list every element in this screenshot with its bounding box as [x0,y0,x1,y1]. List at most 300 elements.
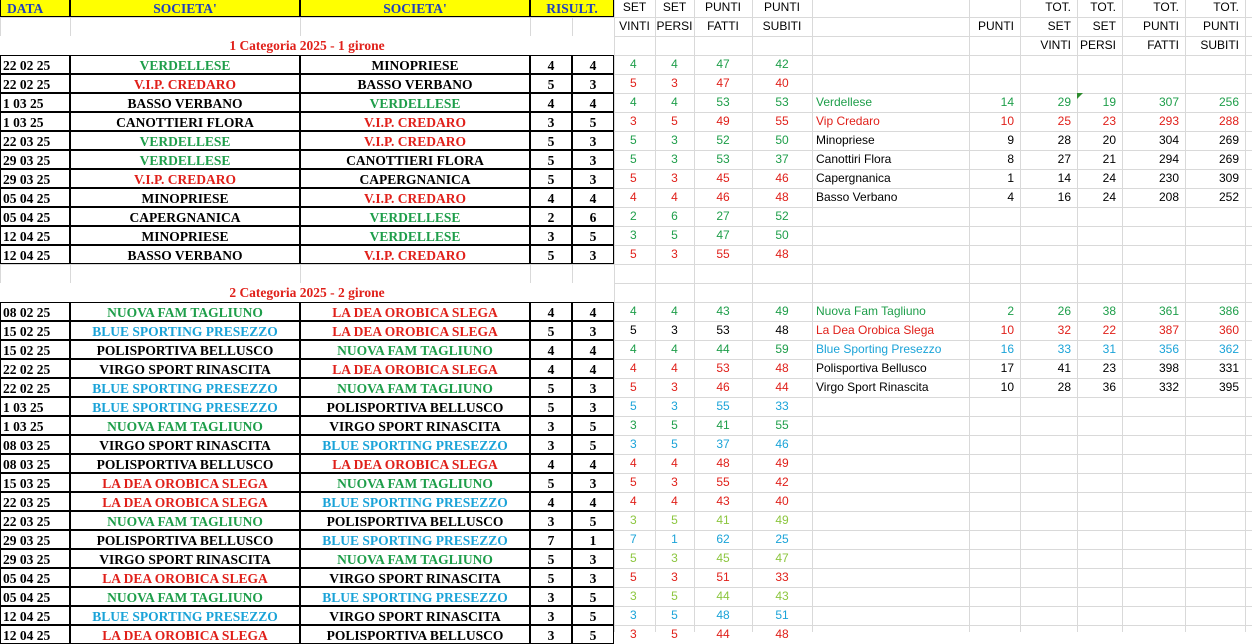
header-tot-set-vinti-line-1[interactable]: TOT. [1045,0,1071,14]
match-team-home[interactable]: BLUE SPORTING PRESEZZO [70,397,300,416]
header-tot-set-vinti-line-2[interactable]: SET [1047,19,1071,33]
standing-set-persi[interactable]: 20 [1102,133,1116,147]
match-team-home[interactable]: VIRGO SPORT RINASCITA [70,549,300,568]
match-result-home[interactable]: 4 [530,93,572,112]
match-set-vinti[interactable]: 7 [630,532,637,546]
match-team-away[interactable]: LA DEA OROBICA SLEGA [300,359,530,378]
match-result-home[interactable]: 3 [530,226,572,245]
match-result-home[interactable]: 3 [530,511,572,530]
standing-punti-subiti[interactable]: 269 [1218,133,1239,147]
match-team-home[interactable]: LA DEA OROBICA SLEGA [70,568,300,587]
match-set-vinti[interactable]: 3 [630,608,637,622]
match-date[interactable]: 05 04 25 [0,568,70,587]
match-date[interactable]: 22 02 25 [0,378,70,397]
match-set-persi[interactable]: 5 [671,589,678,603]
match-set-vinti[interactable]: 5 [630,152,637,166]
match-result-home[interactable]: 4 [530,340,572,359]
match-team-home[interactable]: POLISPORTIVA BELLUSCO [70,530,300,549]
match-punti-fatti[interactable]: 52 [716,133,730,147]
match-punti-fatti[interactable]: 49 [716,114,730,128]
match-set-vinti[interactable]: 5 [630,323,637,337]
standing-team-name[interactable]: Basso Verbano [816,190,898,204]
match-punti-subiti[interactable]: 50 [775,133,789,147]
standing-set-vinti[interactable]: 29 [1057,95,1071,109]
standing-punti-fatti[interactable]: 230 [1158,171,1179,185]
match-set-persi[interactable]: 4 [671,494,678,508]
match-set-persi[interactable]: 4 [671,361,678,375]
standing-team-name[interactable]: Polisportiva Bellusco [816,361,927,375]
header-punti-fatti-line-2[interactable]: FATTI [707,19,739,33]
match-result-home[interactable]: 4 [530,302,572,321]
header-tot-punti-fatti-line-1[interactable]: TOT. [1153,0,1179,14]
match-punti-subiti[interactable]: 59 [775,342,789,356]
match-team-home[interactable]: CAPERGNANICA [70,207,300,226]
match-result-away[interactable]: 5 [572,416,614,435]
match-date[interactable]: 22 02 25 [0,55,70,74]
match-punti-fatti[interactable]: 44 [716,342,730,356]
match-result-home[interactable]: 3 [530,435,572,454]
match-result-away[interactable]: 4 [572,454,614,473]
match-set-persi[interactable]: 3 [671,171,678,185]
match-punti-fatti[interactable]: 53 [716,361,730,375]
match-set-persi[interactable]: 3 [671,152,678,166]
match-result-away[interactable]: 4 [572,188,614,207]
match-result-away[interactable]: 3 [572,131,614,150]
header-tot-punti-subiti-line-2[interactable]: PUNTI [1203,19,1239,33]
match-punti-fatti[interactable]: 51 [716,570,730,584]
standing-punti-subiti[interactable]: 252 [1218,190,1239,204]
match-result-away[interactable]: 3 [572,150,614,169]
standing-punti[interactable]: 2 [1007,304,1014,318]
match-punti-fatti[interactable]: 55 [716,399,730,413]
header-set-persi-line-2[interactable]: PERSI [656,19,693,33]
match-team-away[interactable]: V.I.P. CREDARO [300,131,530,150]
standing-punti[interactable]: 16 [1000,342,1014,356]
standing-set-vinti[interactable]: 26 [1057,304,1071,318]
match-punti-subiti[interactable]: 43 [775,589,789,603]
match-team-home[interactable]: NUOVA FAM TAGLIUNO [70,587,300,606]
standing-punti-fatti[interactable]: 293 [1158,114,1179,128]
match-set-vinti[interactable]: 3 [630,418,637,432]
header-punti-subiti-line-1[interactable]: PUNTI [764,0,800,14]
standing-team-name[interactable]: Virgo Sport Rinascita [816,380,929,394]
match-punti-fatti[interactable]: 47 [716,57,730,71]
match-date[interactable]: 05 04 25 [0,207,70,226]
standing-punti-subiti[interactable]: 395 [1218,380,1239,394]
match-result-home[interactable]: 5 [530,568,572,587]
match-team-home[interactable]: CANOTTIERI FLORA [70,112,300,131]
match-set-vinti[interactable]: 5 [630,551,637,565]
match-punti-fatti[interactable]: 55 [716,475,730,489]
match-team-away[interactable]: BLUE SPORTING PRESEZZO [300,435,530,454]
header-set-vinti-line-1[interactable]: SET [622,0,647,14]
match-set-persi[interactable]: 3 [671,133,678,147]
match-punti-subiti[interactable]: 48 [775,247,789,261]
match-punti-fatti[interactable]: 43 [716,494,730,508]
match-set-persi[interactable]: 3 [671,76,678,90]
match-date[interactable]: 29 03 25 [0,150,70,169]
match-punti-subiti[interactable]: 51 [775,608,789,622]
standing-set-persi[interactable]: 19 [1102,95,1116,109]
match-result-home[interactable]: 5 [530,378,572,397]
standing-punti[interactable]: 10 [1000,114,1014,128]
match-team-home[interactable]: LA DEA OROBICA SLEGA [70,625,300,644]
match-team-away[interactable]: BLUE SPORTING PRESEZZO [300,530,530,549]
match-result-away[interactable]: 4 [572,55,614,74]
match-set-vinti[interactable]: 4 [630,304,637,318]
standing-set-persi[interactable]: 22 [1102,323,1116,337]
match-punti-subiti[interactable]: 40 [775,494,789,508]
match-punti-fatti[interactable]: 53 [716,323,730,337]
match-punti-fatti[interactable]: 44 [716,627,730,641]
match-team-away[interactable]: V.I.P. CREDARO [300,245,530,264]
match-punti-subiti[interactable]: 48 [775,190,789,204]
match-result-away[interactable]: 4 [572,93,614,112]
match-date[interactable]: 1 03 25 [0,93,70,112]
match-punti-subiti[interactable]: 40 [775,76,789,90]
match-set-persi[interactable]: 1 [671,532,678,546]
match-date[interactable]: 12 04 25 [0,226,70,245]
standing-punti[interactable]: 4 [1007,190,1014,204]
standing-set-vinti[interactable]: 28 [1057,133,1071,147]
match-team-home[interactable]: NUOVA FAM TAGLIUNO [70,416,300,435]
match-set-persi[interactable]: 6 [671,209,678,223]
standing-set-persi[interactable]: 23 [1102,361,1116,375]
match-set-vinti[interactable]: 5 [630,247,637,261]
match-team-away[interactable]: POLISPORTIVA BELLUSCO [300,397,530,416]
match-date[interactable]: 12 04 25 [0,245,70,264]
match-result-home[interactable]: 4 [530,454,572,473]
standing-set-persi[interactable]: 23 [1102,114,1116,128]
match-set-persi[interactable]: 3 [671,475,678,489]
match-result-away[interactable]: 3 [572,473,614,492]
standing-team-name[interactable]: Blue Sporting Presezzo [816,342,942,356]
match-result-away[interactable]: 4 [572,359,614,378]
match-date[interactable]: 29 03 25 [0,169,70,188]
header-set-persi-line-1[interactable]: SET [662,0,687,14]
standing-set-vinti[interactable]: 14 [1057,171,1071,185]
match-date[interactable]: 1 03 25 [0,112,70,131]
match-punti-fatti[interactable]: 44 [716,589,730,603]
match-set-vinti[interactable]: 3 [630,513,637,527]
standing-punti-fatti[interactable]: 387 [1158,323,1179,337]
match-team-away[interactable]: BLUE SPORTING PRESEZZO [300,587,530,606]
match-team-home[interactable]: VERDELLESE [70,150,300,169]
match-punti-fatti[interactable]: 41 [716,418,730,432]
standing-set-persi[interactable]: 31 [1102,342,1116,356]
match-team-away[interactable]: MINOPRIESE [300,55,530,74]
match-result-away[interactable]: 3 [572,74,614,93]
match-set-vinti[interactable]: 3 [630,589,637,603]
match-result-home[interactable]: 3 [530,416,572,435]
match-result-home[interactable]: 5 [530,150,572,169]
match-date[interactable]: 12 04 25 [0,625,70,644]
match-punti-subiti[interactable]: 46 [775,171,789,185]
match-team-away[interactable]: POLISPORTIVA BELLUSCO [300,625,530,644]
match-date[interactable]: 15 02 25 [0,340,70,359]
category-title[interactable]: 1 Categoria 2025 - 1 girone [0,36,614,55]
match-team-away[interactable]: VIRGO SPORT RINASCITA [300,606,530,625]
match-team-away[interactable]: LA DEA OROBICA SLEGA [300,321,530,340]
match-punti-subiti[interactable]: 53 [775,95,789,109]
match-team-away[interactable]: BLUE SPORTING PRESEZZO [300,492,530,511]
match-set-vinti[interactable]: 5 [630,475,637,489]
match-punti-subiti[interactable]: 37 [775,152,789,166]
standing-punti[interactable]: 10 [1000,380,1014,394]
header-societa-2[interactable]: SOCIETA' [300,0,530,17]
standing-punti-fatti[interactable]: 294 [1158,152,1179,166]
match-result-away[interactable]: 5 [572,606,614,625]
header-tot-set-persi-line-2[interactable]: SET [1092,19,1116,33]
header-tot-punti-fatti-line-3[interactable]: FATTI [1147,38,1179,52]
match-set-persi[interactable]: 5 [671,228,678,242]
match-team-home[interactable]: BLUE SPORTING PRESEZZO [70,321,300,340]
header-set-vinti-line-2[interactable]: VINTI [619,19,650,33]
match-team-away[interactable]: VERDELLESE [300,207,530,226]
match-punti-subiti[interactable]: 48 [775,627,789,641]
standing-set-vinti[interactable]: 41 [1057,361,1071,375]
header-punti-subiti-line-2[interactable]: SUBITI [762,19,802,33]
header-tot-set-vinti-line-3[interactable]: VINTI [1040,38,1071,52]
standing-team-name[interactable]: La Dea Orobica Slega [816,323,935,337]
standing-team-name[interactable]: Canottiri Flora [816,152,892,166]
match-result-home[interactable]: 2 [530,207,572,226]
match-result-home[interactable]: 5 [530,397,572,416]
match-set-persi[interactable]: 4 [671,304,678,318]
match-result-away[interactable]: 3 [572,568,614,587]
match-team-away[interactable]: V.I.P. CREDARO [300,112,530,131]
standing-set-persi[interactable]: 38 [1102,304,1116,318]
match-team-away[interactable]: VIRGO SPORT RINASCITA [300,568,530,587]
match-team-away[interactable]: BASSO VERBANO [300,74,530,93]
header-data[interactable]: DATA [0,0,70,17]
match-result-home[interactable]: 5 [530,169,572,188]
header-risult[interactable]: RISULT. [530,0,614,17]
match-result-home[interactable]: 5 [530,131,572,150]
standing-punti-fatti[interactable]: 332 [1158,380,1179,394]
match-team-home[interactable]: NUOVA FAM TAGLIUNO [70,302,300,321]
standing-punti[interactable]: 10 [1000,323,1014,337]
match-punti-subiti[interactable]: 55 [775,114,789,128]
match-punti-subiti[interactable]: 42 [775,57,789,71]
match-team-home[interactable]: BLUE SPORTING PRESEZZO [70,378,300,397]
match-set-persi[interactable]: 5 [671,114,678,128]
match-team-away[interactable]: NUOVA FAM TAGLIUNO [300,549,530,568]
match-team-home[interactable]: V.I.P. CREDARO [70,74,300,93]
match-result-away[interactable]: 3 [572,549,614,568]
match-set-vinti[interactable]: 4 [630,95,637,109]
match-date[interactable]: 1 03 25 [0,397,70,416]
comment-indicator-icon[interactable] [1077,93,1083,99]
match-set-vinti[interactable]: 4 [630,342,637,356]
match-punti-fatti[interactable]: 27 [716,209,730,223]
match-date[interactable]: 08 03 25 [0,454,70,473]
match-result-away[interactable]: 1 [572,530,614,549]
standing-punti-subiti[interactable]: 288 [1218,114,1239,128]
standing-set-persi[interactable]: 24 [1102,190,1116,204]
match-punti-fatti[interactable]: 46 [716,380,730,394]
match-set-vinti[interactable]: 4 [630,456,637,470]
match-punti-fatti[interactable]: 47 [716,76,730,90]
match-result-away[interactable]: 3 [572,245,614,264]
standing-punti-subiti[interactable]: 331 [1218,361,1239,375]
match-result-home[interactable]: 5 [530,74,572,93]
match-result-home[interactable]: 5 [530,245,572,264]
match-team-away[interactable]: LA DEA OROBICA SLEGA [300,302,530,321]
match-team-home[interactable]: POLISPORTIVA BELLUSCO [70,454,300,473]
header-punti-fatti-line-1[interactable]: PUNTI [705,0,741,14]
match-team-away[interactable]: NUOVA FAM TAGLIUNO [300,473,530,492]
match-punti-subiti[interactable]: 49 [775,456,789,470]
standing-punti-fatti[interactable]: 304 [1158,133,1179,147]
match-team-away[interactable]: VERDELLESE [300,226,530,245]
match-set-vinti[interactable]: 2 [630,209,637,223]
standing-punti[interactable]: 8 [1007,152,1014,166]
match-team-away[interactable]: CANOTTIERI FLORA [300,150,530,169]
match-team-home[interactable]: LA DEA OROBICA SLEGA [70,492,300,511]
match-set-persi[interactable]: 5 [671,418,678,432]
standing-team-name[interactable]: Minopriese [816,133,875,147]
standing-punti[interactable]: 17 [1000,361,1014,375]
match-punti-subiti[interactable]: 33 [775,399,789,413]
standing-punti-subiti[interactable]: 256 [1218,95,1239,109]
standing-team-name[interactable]: Nuova Fam Tagliuno [816,304,926,318]
header-tot-set-persi-line-3[interactable]: PERSI [1079,38,1116,52]
match-set-vinti[interactable]: 3 [630,228,637,242]
standing-punti[interactable]: 9 [1007,133,1014,147]
match-set-persi[interactable]: 3 [671,247,678,261]
match-result-home[interactable]: 7 [530,530,572,549]
match-result-away[interactable]: 4 [572,340,614,359]
match-punti-subiti[interactable]: 47 [775,551,789,565]
match-date[interactable]: 12 04 25 [0,606,70,625]
header-societa-1[interactable]: SOCIETA' [70,0,300,17]
standing-set-vinti[interactable]: 25 [1057,114,1071,128]
standing-team-name[interactable]: Vip Credaro [816,114,880,128]
match-set-vinti[interactable]: 5 [630,570,637,584]
match-set-persi[interactable]: 4 [671,95,678,109]
match-team-home[interactable]: BASSO VERBANO [70,245,300,264]
match-punti-subiti[interactable]: 42 [775,475,789,489]
category-title[interactable]: 2 Categoria 2025 - 2 girone [0,283,614,302]
match-team-home[interactable]: LA DEA OROBICA SLEGA [70,473,300,492]
match-punti-fatti[interactable]: 47 [716,228,730,242]
match-set-vinti[interactable]: 3 [630,114,637,128]
match-punti-subiti[interactable]: 48 [775,323,789,337]
match-date[interactable]: 1 03 25 [0,416,70,435]
match-set-vinti[interactable]: 4 [630,57,637,71]
match-result-home[interactable]: 5 [530,549,572,568]
standing-punti-subiti[interactable]: 269 [1218,152,1239,166]
match-set-vinti[interactable]: 5 [630,399,637,413]
match-set-persi[interactable]: 4 [671,456,678,470]
match-team-away[interactable]: NUOVA FAM TAGLIUNO [300,378,530,397]
standing-set-vinti[interactable]: 32 [1057,323,1071,337]
match-team-away[interactable]: NUOVA FAM TAGLIUNO [300,340,530,359]
match-team-home[interactable]: MINOPRIESE [70,226,300,245]
match-punti-fatti[interactable]: 41 [716,513,730,527]
match-punti-fatti[interactable]: 55 [716,247,730,261]
match-result-home[interactable]: 5 [530,321,572,340]
match-team-home[interactable]: V.I.P. CREDARO [70,169,300,188]
match-team-away[interactable]: LA DEA OROBICA SLEGA [300,454,530,473]
match-result-home[interactable]: 3 [530,112,572,131]
standing-punti-fatti[interactable]: 208 [1158,190,1179,204]
match-team-away[interactable]: V.I.P. CREDARO [300,188,530,207]
match-date[interactable]: 22 02 25 [0,74,70,93]
match-set-persi[interactable]: 4 [671,342,678,356]
match-team-away[interactable]: POLISPORTIVA BELLUSCO [300,511,530,530]
match-punti-subiti[interactable]: 52 [775,209,789,223]
match-team-home[interactable]: VERDELLESE [70,55,300,74]
standing-set-persi[interactable]: 24 [1102,171,1116,185]
match-result-home[interactable]: 4 [530,492,572,511]
standing-punti-fatti[interactable]: 307 [1158,95,1179,109]
match-punti-fatti[interactable]: 46 [716,190,730,204]
standing-team-name[interactable]: Capergnanica [816,171,891,185]
header-tot-punti-fatti-line-2[interactable]: PUNTI [1143,19,1179,33]
match-result-home[interactable]: 4 [530,359,572,378]
match-team-away[interactable]: VERDELLESE [300,93,530,112]
match-result-away[interactable]: 4 [572,302,614,321]
standing-set-persi[interactable]: 21 [1102,152,1116,166]
match-punti-fatti[interactable]: 62 [716,532,730,546]
match-set-persi[interactable]: 5 [671,608,678,622]
match-result-home[interactable]: 4 [530,188,572,207]
match-result-away[interactable]: 5 [572,511,614,530]
match-punti-subiti[interactable]: 55 [775,418,789,432]
match-punti-fatti[interactable]: 53 [716,95,730,109]
match-team-home[interactable]: MINOPRIESE [70,188,300,207]
match-set-vinti[interactable]: 5 [630,171,637,185]
match-punti-subiti[interactable]: 25 [775,532,789,546]
match-date[interactable]: 08 02 25 [0,302,70,321]
match-set-persi[interactable]: 4 [671,190,678,204]
match-team-away[interactable]: VIRGO SPORT RINASCITA [300,416,530,435]
match-result-away[interactable]: 4 [572,492,614,511]
match-result-away[interactable]: 3 [572,321,614,340]
match-set-persi[interactable]: 3 [671,323,678,337]
match-date[interactable]: 15 03 25 [0,473,70,492]
match-punti-fatti[interactable]: 37 [716,437,730,451]
header-tot-punti[interactable]: PUNTI [978,19,1014,33]
match-set-persi[interactable]: 4 [671,57,678,71]
match-set-vinti[interactable]: 3 [630,627,637,641]
standing-set-vinti[interactable]: 27 [1057,152,1071,166]
match-team-home[interactable]: VIRGO SPORT RINASCITA [70,435,300,454]
match-punti-fatti[interactable]: 43 [716,304,730,318]
match-date[interactable]: 05 04 25 [0,587,70,606]
match-result-away[interactable]: 3 [572,378,614,397]
standing-punti-fatti[interactable]: 361 [1158,304,1179,318]
match-punti-subiti[interactable]: 44 [775,380,789,394]
match-team-home[interactable]: VIRGO SPORT RINASCITA [70,359,300,378]
standing-punti-fatti[interactable]: 356 [1158,342,1179,356]
standing-punti-subiti[interactable]: 360 [1218,323,1239,337]
match-date[interactable]: 29 03 25 [0,530,70,549]
match-set-vinti[interactable]: 4 [630,190,637,204]
match-set-persi[interactable]: 3 [671,551,678,565]
match-punti-subiti[interactable]: 49 [775,513,789,527]
match-team-home[interactable]: VERDELLESE [70,131,300,150]
standing-set-vinti[interactable]: 16 [1057,190,1071,204]
match-punti-fatti[interactable]: 48 [716,608,730,622]
match-result-away[interactable]: 5 [572,226,614,245]
match-team-home[interactable]: BASSO VERBANO [70,93,300,112]
match-team-home[interactable]: BLUE SPORTING PRESEZZO [70,606,300,625]
match-set-vinti[interactable]: 4 [630,494,637,508]
match-result-away[interactable]: 6 [572,207,614,226]
